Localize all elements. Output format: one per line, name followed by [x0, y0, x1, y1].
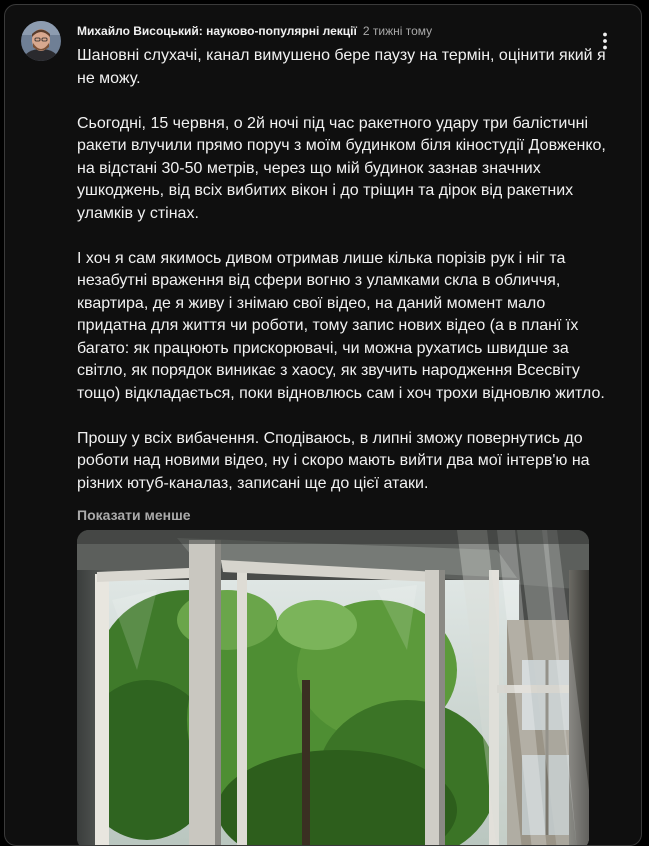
author-avatar[interactable]: [21, 21, 61, 61]
post-paragraph: І хоч я сам якимось дивом отримав лише кілька порізів рук і ніг та незабутні враження від сфери вогню з уламками скла в обличчя, квартира, де я живу і знімаю свої відео, на даний момент мало придатна для життя чи роботи, тому запис нових відео (а в планї їх багато: як працюють прискорювачі, чи можна рухатись швидше за світло, як порядок виникає з хаосу, як звучить народження Всесвіту тощо) відкладається, поки відновлюсь сам і хоч трохи відновлю житло.: [77, 249, 605, 402]
post-text: [77, 45, 612, 495]
avatar-image: [21, 21, 61, 61]
post-paragraph: Прошу у всіх вибачення. Сподіваюсь, в липні зможу повернутись до роботи над новими відео, ну і скоро мають вийти два мої інтерв'ю на різних ютуб-каналаз, записані ще до цієї атаки.: [77, 429, 590, 492]
broken-window-photo: [77, 530, 589, 846]
show-less-button[interactable]: Показати менше: [77, 507, 191, 523]
post-paragraph: Сьогодні, 15 червня, о 2й ночі під час ракетного удару три балістичні ракети влучили прямо поруч з моїм будинком біля кіностудії Довженко, на відстані 30-50 метрів, через що мій будинок зазнав значних ушкоджень, від всіх вибитих вікон і до тріщин та дірок від ракетних уламків у стінах.: [77, 114, 606, 222]
post-time[interactable]: 2 тижні тому: [362, 24, 433, 38]
community-post-card: [4, 4, 642, 846]
post-paragraph: Шановні слухачі, канал вимушено бере паузу на термін, оцінити який я не можу.: [77, 47, 606, 87]
author-name[interactable]: Михайло Висоцький: науково-популярні лекції: [77, 24, 357, 38]
post-header: [77, 23, 432, 39]
post-image[interactable]: [77, 530, 589, 846]
